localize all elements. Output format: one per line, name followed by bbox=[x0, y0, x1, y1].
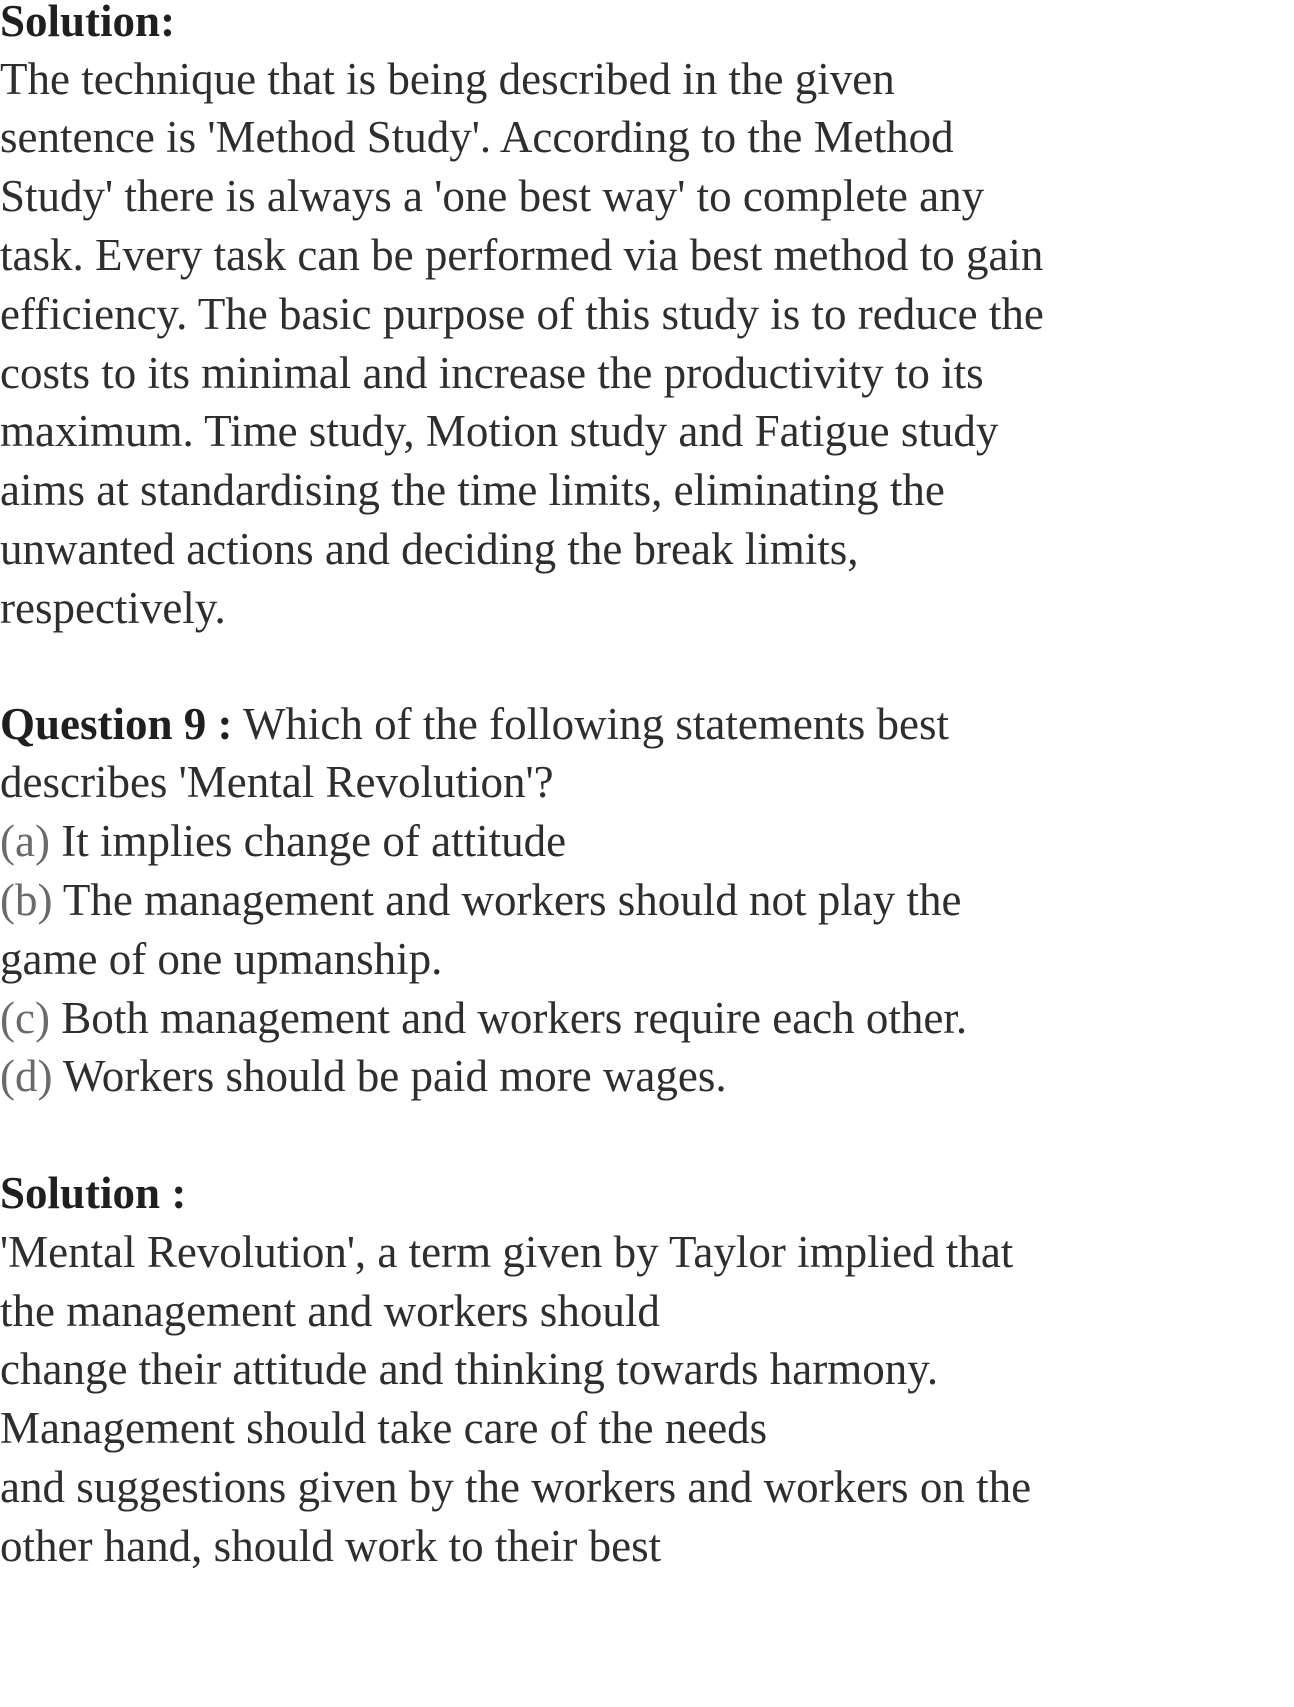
solution-line: maximum. Time study, Motion study and Fatigue study bbox=[0, 406, 999, 456]
solution-line: unwanted actions and deciding the break limits, bbox=[0, 524, 859, 574]
solution-line: The technique that is being described in the given bbox=[0, 54, 895, 104]
question-line bbox=[0, 695, 949, 753]
question-label: Question 9 : bbox=[0, 699, 233, 749]
question-text-continued: describes 'Mental Revolution'? bbox=[0, 757, 554, 807]
option-label: (d) bbox=[0, 1051, 53, 1101]
option-text: The management and workers should not play the bbox=[52, 875, 962, 925]
solution-line: other hand, should work to their best bbox=[0, 1521, 662, 1571]
option-b bbox=[0, 871, 961, 929]
option-text: It implies change of attitude bbox=[49, 816, 567, 866]
solution-line: the management and workers should bbox=[0, 1286, 660, 1336]
option-text: Workers should be paid more wages. bbox=[52, 1051, 727, 1101]
solution-line: sentence is 'Method Study'. According to the Method bbox=[0, 112, 954, 162]
solution-line: and suggestions given by the workers and workers on the bbox=[0, 1462, 1032, 1512]
solution-line: aims at standardising the time limits, eliminating the bbox=[0, 465, 945, 515]
option-label: (b) bbox=[0, 875, 53, 925]
solution-heading: Solution : bbox=[0, 1168, 187, 1218]
option-label: (a) bbox=[0, 816, 50, 866]
solution-line: Study' there is always a 'one best way' to complete any bbox=[0, 171, 985, 221]
option-c bbox=[0, 989, 967, 1047]
solution-heading: Solution: bbox=[0, 0, 176, 46]
solution-line: Management should take care of the needs bbox=[0, 1403, 768, 1453]
option-label: (c) bbox=[0, 993, 50, 1043]
option-text: Both management and workers require each other. bbox=[49, 993, 968, 1043]
solution-line: respectively. bbox=[0, 583, 226, 633]
solution-line: task. Every task can be performed via best method to gain bbox=[0, 230, 1044, 280]
solution-line: change their attitude and thinking towards harmony. bbox=[0, 1344, 939, 1394]
question-text: Which of the following statements best bbox=[232, 699, 950, 749]
solution-line: 'Mental Revolution', a term given by Taylor implied that bbox=[0, 1227, 1014, 1277]
option-b-continued: game of one upmanship. bbox=[0, 934, 443, 984]
option-d bbox=[0, 1047, 727, 1105]
solution-line: efficiency. The basic purpose of this study is to reduce the bbox=[0, 289, 1044, 339]
option-a bbox=[0, 812, 566, 870]
solution-line: costs to its minimal and increase the productivity to its bbox=[0, 348, 984, 398]
